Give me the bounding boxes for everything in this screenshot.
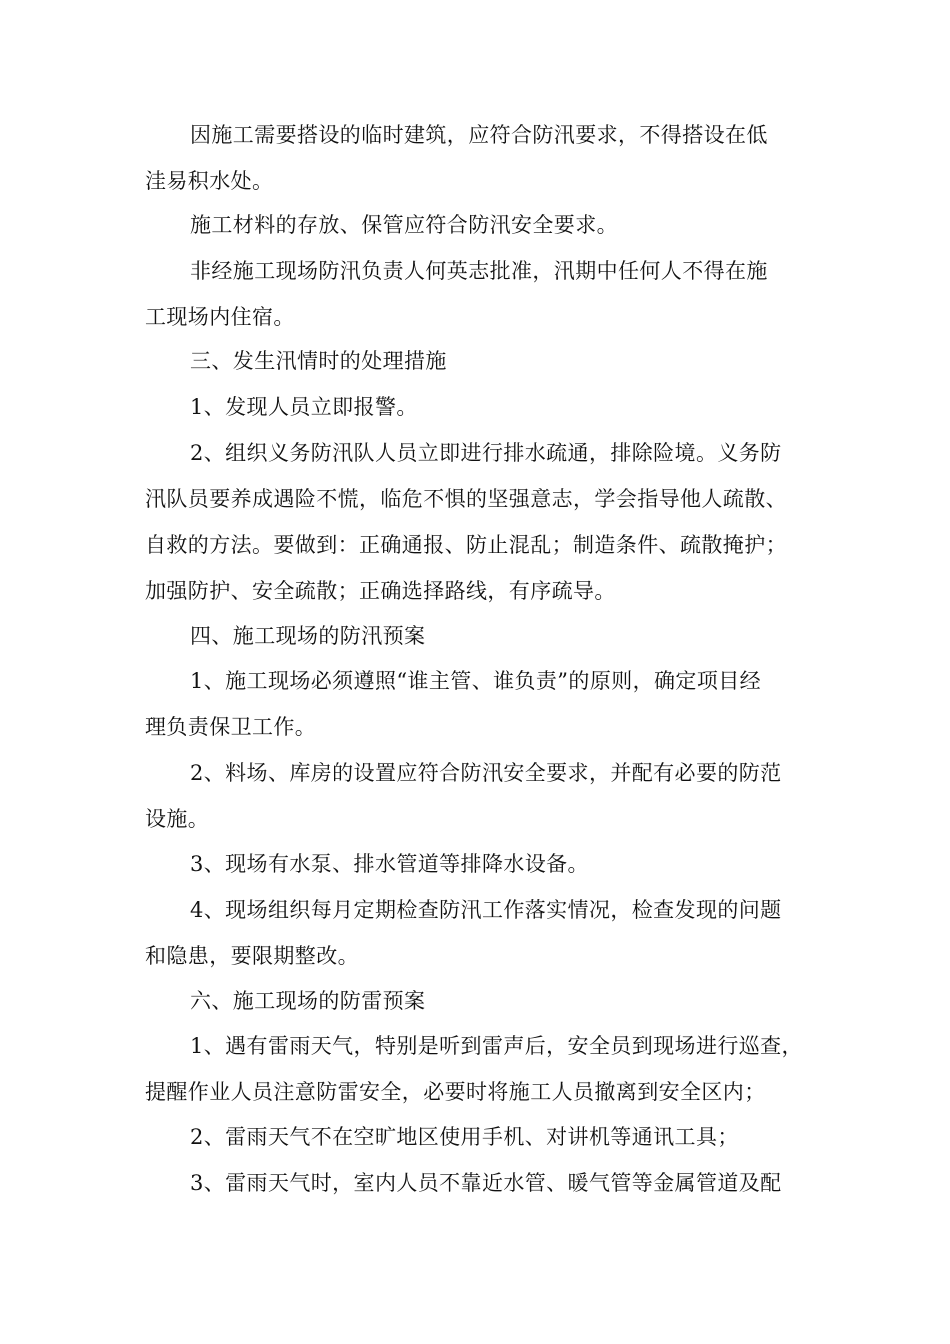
paragraph-line: 汛队员要养成遇险不慌，临危不惧的坚强意志，学会指导他人疏散、 [145,487,787,511]
paragraph-line: 非经施工现场防汛负责人何英志批准，汛期中任何人不得在施 [190,259,768,283]
section-heading: 六、施工现场的防雷预案 [190,989,426,1013]
paragraph-line: 和隐患，要限期整改。 [145,944,359,968]
paragraph-line: 自救的方法。要做到：正确通报、防止混乱；制造条件、疏散掩护； [145,533,787,557]
list-item: 3、雷雨天气时，室内人员不靠近水管、暖气管等金属管道及配 [190,1171,782,1195]
list-item: 2、组织义务防汛队人员立即进行排水疏通，排除险境。义务防 [190,441,782,465]
section-heading: 四、施工现场的防汛预案 [190,624,426,648]
paragraph-line: 提醒作业人员注意防雷安全，必要时将施工人员撤离到安全区内； [145,1080,766,1104]
list-item: 3、现场有水泵、排水管道等排降水设备。 [190,852,589,876]
list-item: 1、遇有雷雨天气，特别是听到雷声后，安全员到现场进行巡查， [190,1034,803,1058]
section-heading: 三、发生汛情时的处理措施 [190,349,447,373]
paragraph-line: 加强防护、安全疏散；正确选择路线，有序疏导。 [145,579,616,603]
list-item: 1、发现人员立即报警。 [190,395,418,419]
paragraph-line: 施工材料的存放、保管应符合防汛安全要求。 [190,213,618,237]
list-item: 4、现场组织每月定期检查防汛工作落实情况，检查发现的问题 [190,898,782,922]
list-item: 2、雷雨天气不在空旷地区使用手机、对讲机等通讯工具； [190,1125,739,1149]
list-item: 2、料场、库房的设置应符合防汛安全要求，并配有必要的防范 [190,761,782,785]
paragraph-line: 设施。 [145,807,210,831]
paragraph-line: 洼易积水处。 [145,169,274,193]
paragraph-line: 因施工需要搭设的临时建筑，应符合防汛要求，不得搭设在低 [190,123,768,147]
paragraph-line: 理负责保卫工作。 [145,715,317,739]
list-item: 1、施工现场必须遵照“谁主管、谁负责”的原则，确定项目经 [190,669,762,693]
paragraph-line: 工现场内住宿。 [145,305,295,329]
